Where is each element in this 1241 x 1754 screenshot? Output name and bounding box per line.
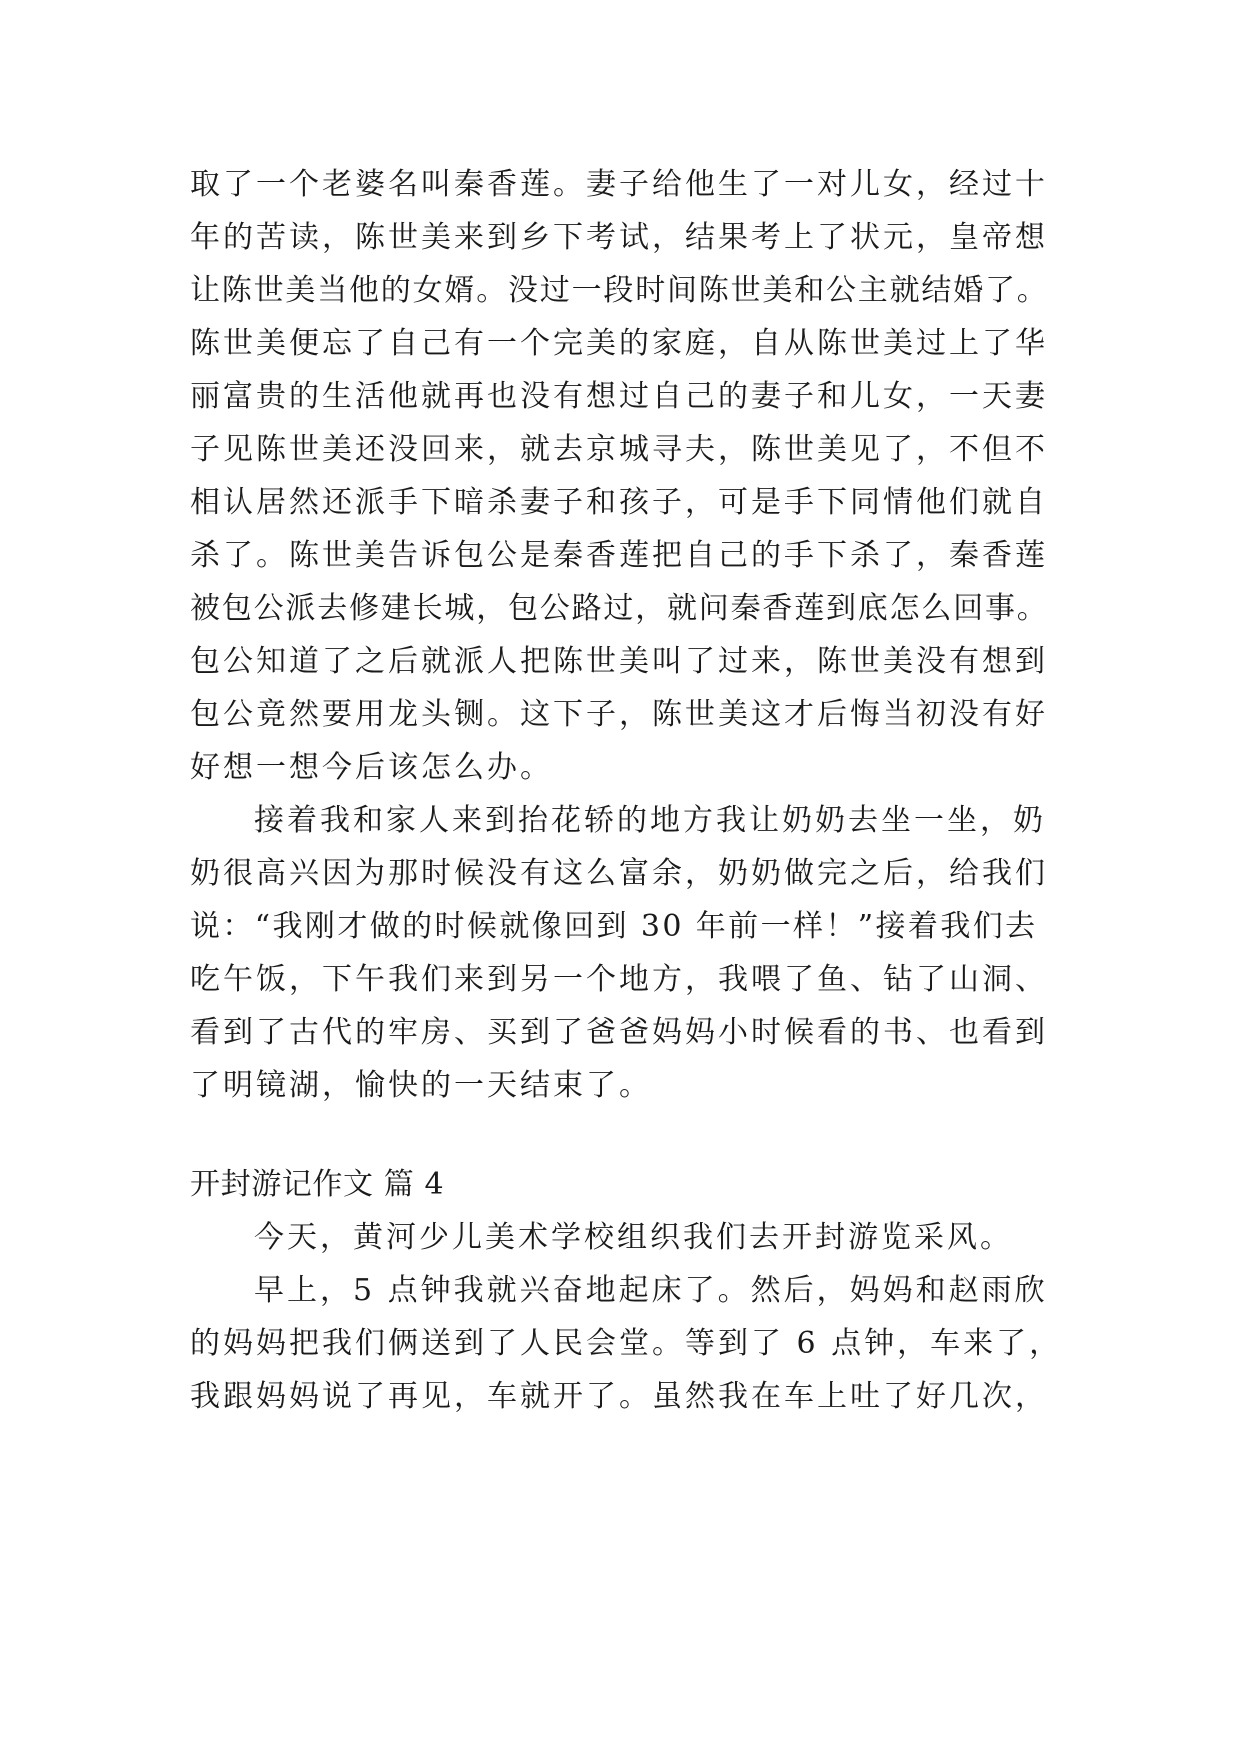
text-line: 今天，黄河少儿美术学校组织我们去开封游览采风。 <box>254 1220 1013 1255</box>
text-line: 的妈妈把我们俩送到了人民会堂。等到了 6 点钟，车来了， <box>190 1326 1063 1361</box>
text-line: 奶很高兴因为那时候没有这么富余，奶奶做完之后，给我们 <box>190 856 1048 891</box>
text-line: 子见陈世美还没回来，就去京城寻夫，陈世美见了，不但不 <box>190 432 1048 467</box>
text-line: 了明镜湖，愉快的一天结束了。 <box>190 1068 652 1103</box>
text-line: 包公竟然要用龙头铡。这下子，陈世美这才后悔当初没有好 <box>190 697 1048 732</box>
text-line: 年的苦读，陈世美来到乡下考试，结果考上了状元，皇帝想 <box>190 220 1048 255</box>
text-line: 丽富贵的生活他就再也没有想过自己的妻子和儿女，一天妻 <box>190 379 1048 414</box>
paragraph-trip-intro <box>190 1211 1090 1264</box>
text-line: 包公知道了之后就派人把陈世美叫了过来，陈世美没有想到 <box>190 644 1048 679</box>
text-line: 接着我和家人来到抬花轿的地方我让奶奶去坐一坐，奶 <box>254 803 1046 838</box>
paragraph-morning <box>190 1264 1090 1423</box>
section-heading: 开封游记作文 篇 4 <box>190 1167 445 1202</box>
paragraph-flower-sedan <box>190 794 1090 1112</box>
text-line: 杀了。陈世美告诉包公是秦香莲把自己的手下杀了，秦香莲 <box>190 538 1048 573</box>
text-line: 相认居然还派手下暗杀妻子和孩子，可是手下同情他们就自 <box>190 485 1048 520</box>
text-line: 陈世美便忘了自己有一个完美的家庭，自从陈世美过上了华 <box>190 326 1048 361</box>
text-line: 早上，5 点钟我就兴奋地起床了。然后，妈妈和赵雨欣 <box>254 1273 1048 1308</box>
text-line: 被包公派去修建长城，包公路过，就问秦香莲到底怎么回事。 <box>190 591 1049 626</box>
text-line: 好想一想今后该怎么办。 <box>190 750 553 785</box>
text-line: 我跟妈妈说了再见，车就开了。虽然我在车上吐了好几次， <box>190 1379 1048 1414</box>
document-body <box>190 158 1090 1423</box>
text-line: 看到了古代的牢房、买到了爸爸妈妈小时候看的书、也看到 <box>190 1015 1048 1050</box>
text-line: 让陈世美当他的女婿。没过一段时间陈世美和公主就结婚了。 <box>190 273 1049 308</box>
text-line: 取了一个老婆名叫秦香莲。妻子给他生了一对儿女，经过十 <box>190 167 1048 202</box>
section-spacer <box>190 1112 1090 1158</box>
text-line: 说：“我刚才做的时候就像回到 30 年前一样！”接着我们去 <box>190 909 1038 944</box>
paragraph-chen-shimei-story <box>190 158 1090 794</box>
text-line: 吃午饭，下午我们来到另一个地方，我喂了鱼、钻了山洞、 <box>190 962 1048 997</box>
